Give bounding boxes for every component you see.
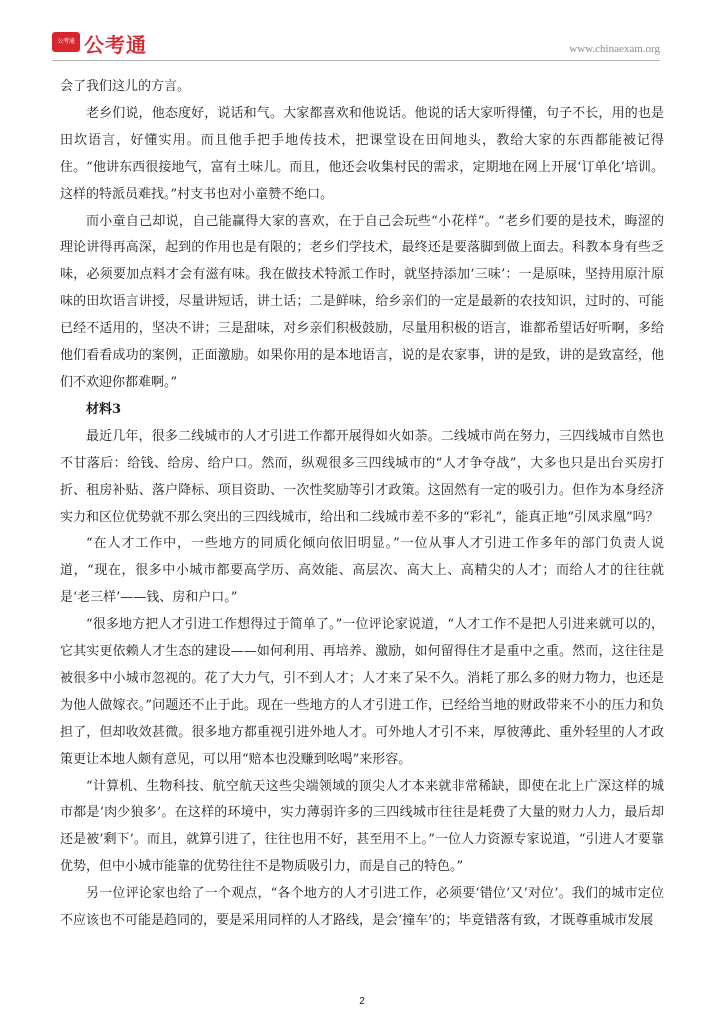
page-number: 2 bbox=[359, 996, 365, 1007]
site-url[interactable]: www.chinaexam.org bbox=[569, 43, 660, 55]
document-body bbox=[60, 74, 664, 935]
header-divider bbox=[52, 60, 660, 61]
logo-text[interactable]: 公考通 bbox=[84, 33, 147, 57]
section-heading: 材料3 bbox=[86, 401, 122, 417]
paragraph: “在人才工作中，一些地方的同质化倾向依旧明显。”一位从事人才引进工作多年的部门负责人说道，“现在，很多中小城市都要高学历、高效能、高层次、高大上、高精尖的人才；而给人才的往往就是‘老三样’——钱、房和户口。” bbox=[60, 536, 664, 606]
paragraph: “很多地方把人才引进工作想得过于简单了。”一位评论家说道，“人才工作不是把人引进来就可以的，它其实更依赖人才生态的建设——如何利用、再培养、激励，如何留得住才是重中之重。然而，这往往是被很多中小城市忽视的。花了大力气，引不到人才；人才来了呆不久。消耗了那么多的财力物力，也还是为他人做嫁衣。”问题还不止于此。现在一些地方的人才引进工作，已经给当地的财政带来不小的压力和负担了，但却收效甚微。很多地方都重视引进外地人才。可外地人才引不来，厚彼薄此、重外轻里的人才政策更让本地人颇有意见，可以用“赔本也没赚到吆喝”来形容。 bbox=[60, 617, 664, 767]
page-header bbox=[0, 0, 724, 64]
paragraph: 最近几年，很多二线城市的人才引进工作都开展得如火如荼。二线城市尚在努力，三四线城市自然也不甘落后：给钱、给房、给户口。然而，纵观很多三四线城市的“人才争夺战”，大多也只是出台买房打折、租房补贴、落户降标、项目资助、一次性奖励等引才政策。这固然有一定的吸引力。但作为本身经济实力和区位优势就不那么突出的三四线城市，给出和二线城市差不多的“彩礼”，能真正地“引凤求凰”吗？ bbox=[60, 428, 664, 525]
paragraph: “计算机、生物科技、航空航天这些尖端领域的顶尖人才本来就非常稀缺，即使在北上广深这样的城市都是‘肉少狼多’。在这样的环境中，实力薄弱许多的三四线城市往往是耗费了大量的财力人力，最后却还是被‘剩下’。而且，就算引进了，往往也用不好，甚至用不上。”一位人力资源专家说道，“引进人才要靠优势，但中小城市能靠的优势往往不是物质吸引力，而是自己的特色。” bbox=[60, 778, 664, 875]
paragraph: 而小童自己却说，自己能赢得大家的喜欢，在于自己会玩些“小花样”。“老乡们要的是技术，晦涩的理论讲得再高深，起到的作用也是有限的；老乡们学技术，最终还是要落脚到做上面去。科教本身有些乏味，必须要加点料才会有滋有味。我在做技术特派工作时，就坚持添加‘三味’：一是原味，坚持用原汁原味的田坎语言讲授，尽量讲短话，讲土话；二是鲜味，给乡亲们的一定是最新的农技知识，过时的、可能已经不适用的，坚决不讲；三是甜味，对乡亲们积极鼓励，尽量用积极的语言，谁都希望话好听啊，多给他们看看成功的案例，正面激励。如果你用的是本地语言，说的是农家事，讲的是致，讲的是致富经，他们不欢迎你都难啊。” bbox=[60, 213, 664, 390]
logo-badge[interactable]: 公考通 bbox=[52, 32, 80, 52]
paragraph: 老乡们说，他态度好，说话和气。大家都喜欢和他说话。他说的话大家听得懂，句子不长，用的也是田坎语言，好懂实用。而且他手把手地传技术，把课堂设在田间地头，教给大家的东西都能被记得住。“他讲东西很接地气，富有土味儿。而且，他还会收集村民的需求，定期地在网上开展‘订单化’培训。这样的特派员难找。”村支书也对小童赞不绝口。 bbox=[60, 105, 664, 202]
paragraph-continuation: 会了我们这儿的方言。 bbox=[60, 79, 191, 94]
paragraph: 另一位评论家也给了一个观点，“各个地方的人才引进工作，必须要‘错位’又‘对位’。我们的城市定位不应该也不可能是趋同的，要是采用同样的人才路线，是会‘撞车’的；毕竟错落有致，才既尊重城市发展 bbox=[60, 886, 664, 929]
